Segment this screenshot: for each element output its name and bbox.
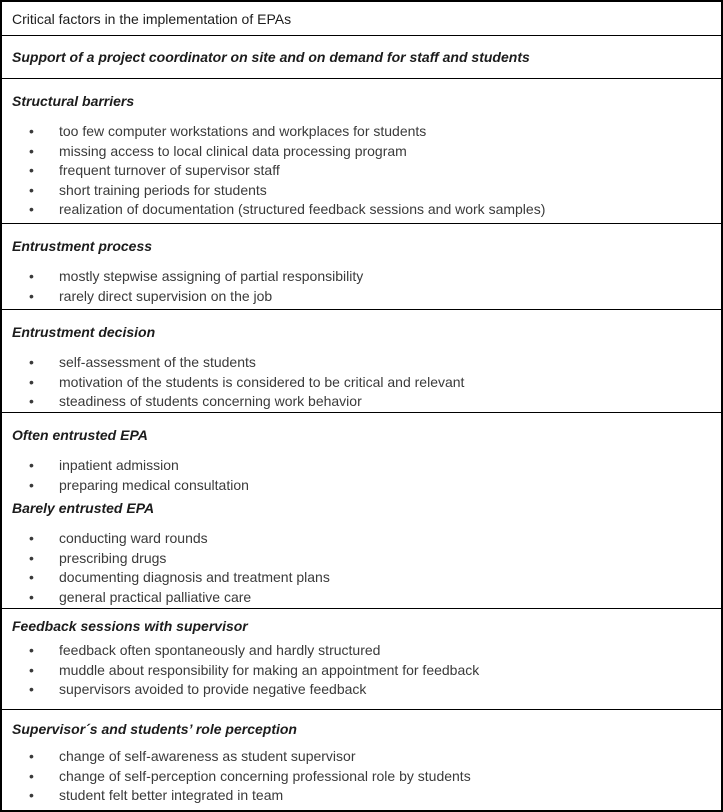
bullet-text: frequent turnover of supervisor staff — [59, 162, 280, 178]
bullet-icon: • — [29, 767, 34, 784]
bullet-icon: • — [29, 569, 34, 585]
bullet-list — [12, 456, 711, 495]
bullet-item — [12, 588, 711, 608]
bullet-text: conducting ward rounds — [59, 530, 208, 546]
project-coordinator-row — [2, 36, 721, 79]
bullet-icon: • — [29, 181, 34, 198]
section-heading: Feedback sessions with supervisor — [12, 618, 248, 634]
bullet-item — [12, 353, 711, 373]
bullet-item — [12, 392, 711, 412]
bullet-text: general practical palliative care — [59, 588, 252, 605]
bullet-text: self-assessment of the students — [59, 354, 256, 370]
bullet-item — [12, 641, 711, 661]
bullet-item — [12, 267, 711, 287]
section-entrustment-decision — [2, 310, 721, 413]
bullet-text: documenting diagnosis and treatment plans — [59, 569, 330, 585]
bullet-item — [12, 767, 711, 787]
table-title: Critical factors in the implementation of EPAs — [12, 10, 292, 27]
bullet-item — [12, 181, 711, 201]
section-role-perception — [2, 710, 721, 810]
bullet-icon: • — [29, 642, 34, 658]
bullet-text: muddle about responsibility for making an appointment for feedback — [59, 661, 480, 678]
bullet-text: feedback often spontaneously and hardly structured — [59, 642, 381, 658]
bullet-text: motivation of the students is considered to be critical and relevant — [59, 373, 465, 390]
bullet-icon: • — [29, 681, 34, 697]
bullet-text: prescribing drugs — [59, 549, 167, 566]
bullet-item — [12, 476, 711, 496]
bullet-list — [12, 747, 711, 806]
bullet-icon: • — [29, 476, 34, 493]
bullet-item — [12, 568, 711, 588]
bullet-text: missing access to local clinical data processing program — [59, 142, 407, 159]
table-subtitle: Support of a project coordinator on site and on demand for staff and students — [12, 49, 530, 65]
bullet-text: supervisors avoided to provide negative feedback — [59, 681, 367, 697]
section-heading: Barely entrusted EPA — [12, 500, 155, 516]
bullet-list — [12, 267, 711, 306]
bullet-item — [12, 747, 711, 767]
bullet-icon: • — [29, 373, 34, 390]
bullet-list — [12, 641, 711, 700]
section-heading: Entrustment decision — [12, 324, 156, 340]
bullet-icon: • — [29, 661, 34, 678]
bullet-icon: • — [29, 549, 34, 566]
bullet-item — [12, 287, 711, 307]
bullet-item — [12, 142, 711, 162]
bullet-item — [12, 786, 711, 806]
bullet-item — [12, 456, 711, 476]
bullet-item — [12, 529, 711, 549]
bullet-item — [12, 200, 711, 220]
table-title-row — [2, 2, 721, 36]
bullet-list — [12, 353, 711, 412]
section-heading: Entrustment process — [12, 238, 153, 254]
bullet-text: inpatient admission — [59, 457, 179, 473]
bullet-list — [12, 529, 711, 607]
bullet-item — [12, 680, 711, 700]
bullet-text: too few computer workstations and workplaces for students — [59, 123, 427, 139]
section-structural-barriers — [2, 79, 721, 224]
bullet-item — [12, 373, 711, 393]
bullet-item — [12, 549, 711, 569]
bullet-icon: • — [29, 530, 34, 546]
section-entrustment-process — [2, 224, 721, 310]
bullet-icon: • — [29, 393, 34, 409]
bullet-text: realization of documentation (structured feedback sessions and work samples) — [59, 201, 546, 217]
bullet-item — [12, 122, 711, 142]
section-heading: Often entrusted EPA — [12, 427, 148, 443]
bullet-icon: • — [29, 142, 34, 159]
section-heading: Structural barriers — [12, 93, 135, 109]
section-feedback-sessions — [2, 609, 721, 710]
bullet-icon: • — [29, 457, 34, 473]
bullet-list — [12, 122, 711, 220]
bullet-item — [12, 661, 711, 681]
bullet-text: steadiness of students concerning work behavior — [59, 393, 362, 409]
bullet-text: student felt better integrated in team — [59, 787, 284, 803]
bullet-icon: • — [29, 287, 34, 304]
bullet-icon: • — [29, 748, 34, 764]
bullet-icon: • — [29, 588, 34, 605]
bullet-text: change of self-perception concerning professional role by students — [59, 767, 471, 784]
section-heading: Supervisor´s and students’ role perception — [12, 721, 297, 737]
bullet-text: preparing medical consultation — [59, 476, 249, 493]
bullet-item — [12, 161, 711, 181]
bullet-icon: • — [29, 201, 34, 217]
bullet-text: change of self-awareness as student supervisor — [59, 748, 356, 764]
section-entrusted-epa — [2, 413, 721, 609]
bullet-icon: • — [29, 162, 34, 178]
bullet-text: rarely direct supervision on the job — [59, 287, 273, 304]
bullet-text: mostly stepwise assigning of partial responsibility — [59, 268, 364, 284]
bullet-text: short training periods for students — [59, 181, 267, 198]
bullet-icon: • — [29, 354, 34, 370]
bullet-icon: • — [29, 123, 34, 139]
bullet-icon: • — [29, 787, 34, 803]
bullet-icon: • — [29, 268, 34, 284]
